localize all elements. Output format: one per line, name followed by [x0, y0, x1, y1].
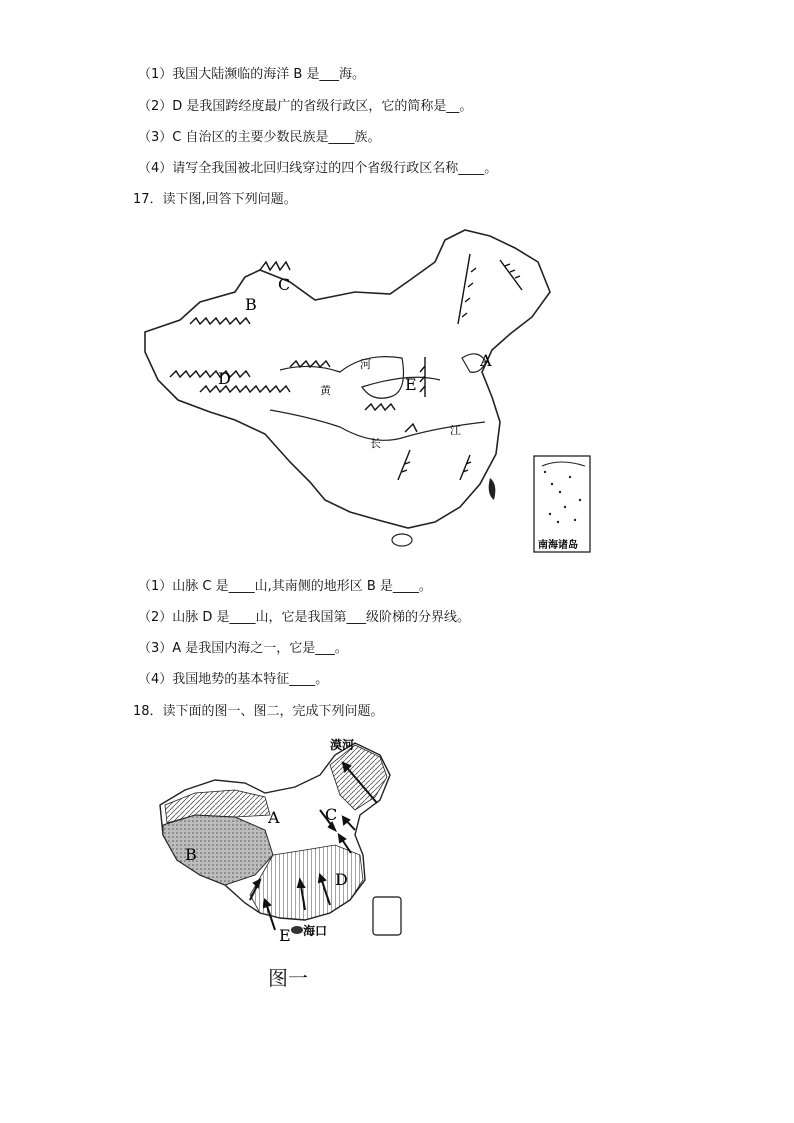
figure-1-caption: 图一 [268, 966, 308, 990]
q17-label-e: E [405, 375, 417, 394]
q17-label-b: B [245, 295, 257, 314]
q17-item-3: （3）A 是我国内海之一，它是___。 [138, 641, 348, 656]
q18-label-b: B [185, 845, 197, 864]
q16-item-4: （4）请写全我国被北回归线穿过的四个省级行政区名称____。 [138, 161, 498, 176]
q17-river-jiang: 江 [450, 424, 461, 437]
q17-china-terrain-map [140, 222, 592, 558]
q17-inset-label: 南海诸岛 [538, 540, 578, 551]
q18-label-e: E [279, 926, 291, 945]
q18-label-d: D [335, 870, 348, 889]
q17-river-chang: 长 [370, 437, 381, 450]
q18-city-mohe: 漠河 [330, 738, 355, 752]
q17-item-4: （4）我国地势的基本特征____。 [138, 672, 329, 687]
q16-item-2: （2）D 是我国跨经度最广的省级行政区，它的简称是__。 [138, 99, 473, 114]
q17-title: 17．读下图,回答下列问题。 [133, 192, 297, 207]
q17-river-huang: 黄 [320, 384, 331, 397]
q17-river-he: 河 [360, 358, 371, 371]
q18-label-a: A [268, 808, 280, 827]
q17-item-2: （2）山脉 D 是____山，它是我国第___级阶梯的分界线。 [138, 610, 471, 625]
q16-item-1: （1）我国大陆濒临的海洋 B 是___海。 [138, 67, 365, 82]
q17-item-1: （1）山脉 C 是____山,其南侧的地形区 B 是____。 [138, 579, 432, 594]
q18-inset-frame [373, 897, 401, 935]
q18-label-c: C [325, 805, 338, 824]
q18-title: 18．读下面的图一、图二，完成下列问题。 [133, 704, 384, 719]
q17-label-d: D [218, 369, 231, 388]
q18-china-climate-map [155, 735, 405, 945]
q18-city-haikou: 海口 [303, 924, 328, 938]
q16-item-3: （3）C 自治区的主要少数民族是____族。 [138, 130, 381, 145]
q17-label-c: C [278, 275, 291, 294]
q17-label-a: A [480, 351, 492, 370]
q17-inset-frame [534, 456, 590, 552]
